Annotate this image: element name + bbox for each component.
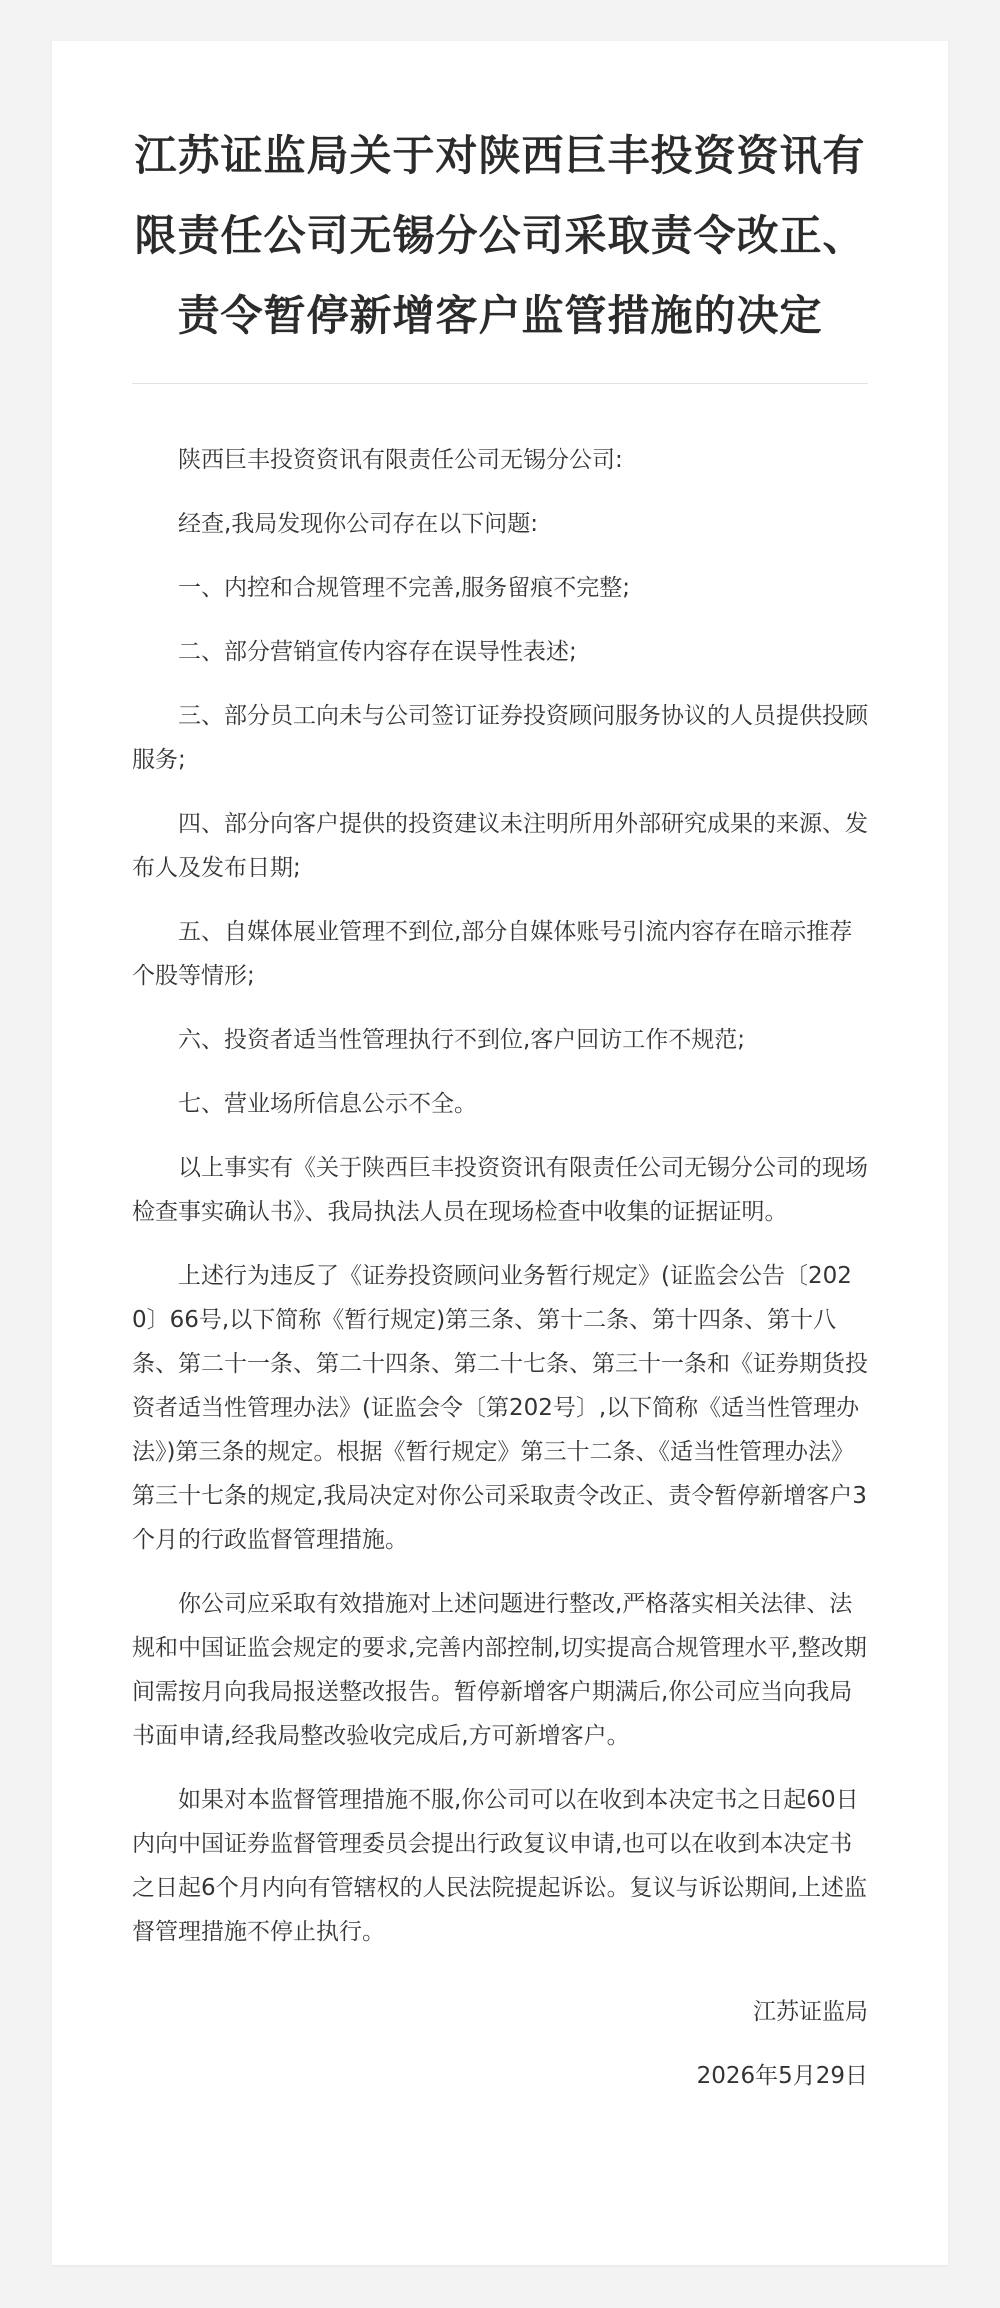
issue-item: 一、内控和合规管理不完善,服务留痕不完整;	[178, 575, 631, 601]
document-title: 江苏证监局关于对陕西巨丰投资资讯有限责任公司无锡分公司采取责令改正、责令暂停新增客户监管措施的决定	[134, 131, 866, 340]
paragraph: 上述行为违反了《证券投资顾问业务暂行规定》(证监会公告〔2020〕66号,以下简称《暂行规定)第三条、第十二条、第十四条、第十八条、第二十一条、第二十四条、第二十七条、第三十一条和《证券期货投资者适当性管理办法》(证监会令〔第202号〕,以下简称《适当性管理办法》)第三条的规定。根据《暂行规定》第三十二条、《适当性管理办法》第三十七条的规定,我局决定对你公司采取责令改正、责令暂停新增客户3个月的行政监督管理措施。	[132, 1263, 868, 1553]
issue-item: 二、部分营销宣传内容存在误导性表述;	[178, 639, 577, 665]
paragraph: 你公司应采取有效措施对上述问题进行整改,严格落实相关法律、法规和中国证监会规定的要求,完善内部控制,切实提高合规管理水平,整改期间需按月向我局报送整改报告。暂停新增客户期满后,你公司应当向我局书面申请,经我局整改验收完成后,方可新增客户。	[132, 1591, 867, 1749]
addressee: 陕西巨丰投资资讯有限责任公司无锡分公司:	[178, 447, 623, 473]
issue-item: 四、部分向客户提供的投资建议未注明所用外部研究成果的来源、发布人及发布日期;	[132, 811, 868, 881]
issue-item: 六、投资者适当性管理执行不到位,客户回访工作不规范;	[178, 1027, 746, 1053]
issue-item: 三、部分员工向未与公司签订证券投资顾问服务协议的人员提供投顾服务;	[132, 703, 868, 773]
issuer-name: 江苏证监局	[753, 1999, 868, 2025]
paragraph: 如果对本监督管理措施不服,你公司可以在收到本决定书之日起60日内向中国证券监督管理委员会提出行政复议申请,也可以在收到本决定书之日起6个月内向有管辖权的人民法院提起诉讼。复议与诉讼期间,上述监督管理措施不停止执行。	[132, 1787, 867, 1945]
paragraph: 以上事实有《关于陕西巨丰投资资讯有限责任公司无锡分公司的现场检查事实确认书》、我局执法人员在现场检查中收集的证据证明。	[132, 1155, 868, 1225]
issue-item: 七、营业场所信息公示不全。	[178, 1091, 477, 1117]
issue-date: 2026年5月29日	[696, 2063, 868, 2089]
document-card	[52, 41, 948, 2265]
title-divider	[132, 383, 868, 384]
issue-item: 五、自媒体展业管理不到位,部分自媒体账号引流内容存在暗示推荐个股等情形;	[132, 919, 853, 989]
signature-block	[132, 1990, 868, 2098]
document-body	[132, 438, 868, 1954]
paragraph: 经查,我局发现你公司存在以下问题:	[178, 511, 539, 537]
